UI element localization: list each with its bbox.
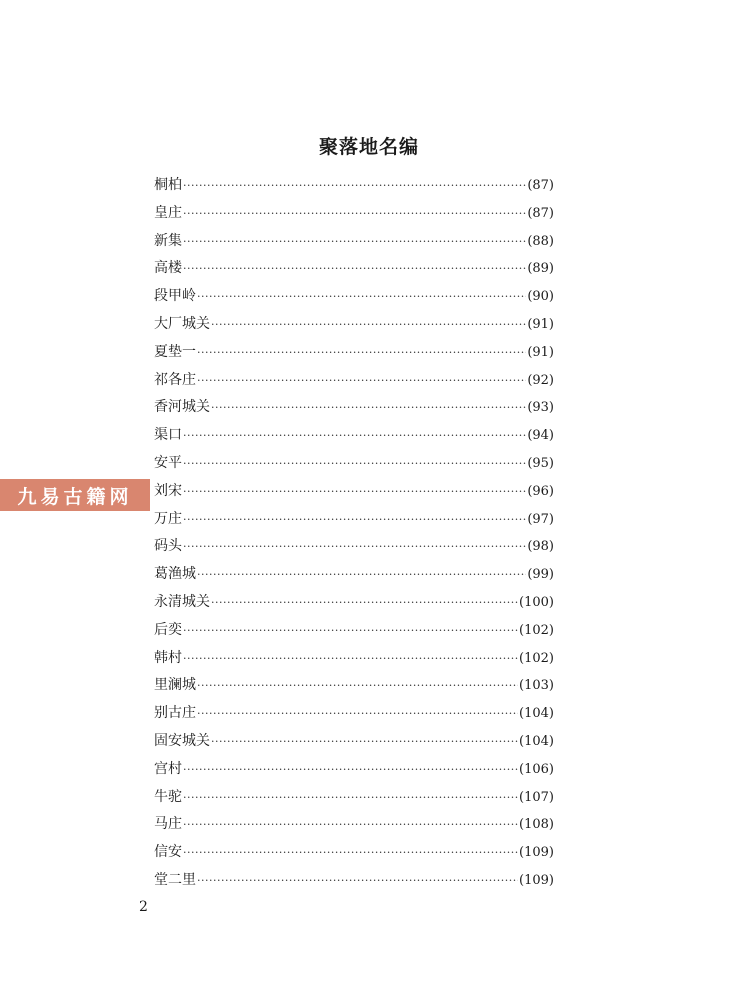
toc-entry-page: (102) <box>519 650 554 666</box>
toc-entry[interactable] <box>154 313 554 341</box>
toc-entry-name: 高楼 <box>154 260 182 277</box>
toc-entry-name: 祁各庄 <box>154 371 196 388</box>
toc-entry-name: 信安 <box>154 844 182 861</box>
toc-entry[interactable] <box>154 619 554 647</box>
dot-leader <box>183 258 526 280</box>
toc-entry-page: (94) <box>527 428 554 444</box>
toc-entry[interactable] <box>154 869 554 897</box>
toc-entry[interactable] <box>154 758 554 786</box>
dot-leader <box>183 453 526 475</box>
toc-entry-page: (93) <box>527 400 554 416</box>
toc-entry-page: (104) <box>519 706 554 722</box>
toc-entry[interactable] <box>154 841 554 869</box>
toc-entry-page: (92) <box>527 372 554 388</box>
toc-entry-page: (89) <box>527 261 554 277</box>
toc-entry[interactable] <box>154 174 554 202</box>
toc-entry[interactable] <box>154 424 554 452</box>
toc-entry-page: (96) <box>527 483 554 499</box>
toc-entry-page: (102) <box>519 622 554 638</box>
dot-leader <box>211 314 526 336</box>
toc-entry[interactable] <box>154 674 554 702</box>
toc-entry-page: (88) <box>527 233 554 249</box>
toc-entry-page: (87) <box>527 178 554 193</box>
toc-entry-page: (99) <box>527 567 554 583</box>
dot-leader <box>183 759 518 781</box>
toc-entry[interactable] <box>154 202 554 230</box>
toc-entry-name: 大厂城关 <box>154 315 210 332</box>
dot-leader <box>197 870 518 892</box>
toc-entry-name: 安平 <box>154 454 182 471</box>
dot-leader <box>183 231 526 253</box>
dot-leader <box>197 370 526 392</box>
toc-entry-name: 牛驼 <box>154 788 182 805</box>
toc-entry-page: (98) <box>527 539 554 555</box>
toc-entry-page: (100) <box>519 594 554 610</box>
toc-entry-name: 里澜城 <box>154 677 196 694</box>
dot-leader <box>183 203 526 225</box>
dot-leader <box>183 481 526 503</box>
toc-entry-page: (103) <box>519 678 554 694</box>
watermark-banner: 九易古籍网 <box>0 479 150 511</box>
toc-entry-page: (109) <box>519 845 554 861</box>
toc-entry[interactable] <box>154 591 554 619</box>
dot-leader <box>197 342 526 364</box>
toc-entry-name: 码头 <box>154 538 182 555</box>
toc-entry-name: 宫村 <box>154 760 182 777</box>
table-of-contents <box>154 174 554 897</box>
dot-leader <box>211 731 518 753</box>
toc-entry[interactable] <box>154 786 554 814</box>
toc-entry[interactable] <box>154 730 554 758</box>
toc-entry[interactable] <box>154 396 554 424</box>
dot-leader <box>197 286 526 308</box>
dot-leader <box>183 425 526 447</box>
toc-entry[interactable] <box>154 563 554 591</box>
toc-entry-page: (87) <box>527 205 554 221</box>
toc-entry-page: (106) <box>519 761 554 777</box>
toc-entry-page: (109) <box>519 872 554 888</box>
dot-leader <box>183 509 526 531</box>
toc-entry-name: 韩村 <box>154 649 182 666</box>
toc-entry[interactable] <box>154 702 554 730</box>
toc-entry[interactable] <box>154 369 554 397</box>
toc-entry-name: 固安城关 <box>154 732 210 749</box>
toc-entry-name: 堂二里 <box>154 871 196 888</box>
toc-entry-name: 刘宋 <box>154 482 182 499</box>
toc-entry-name: 新集 <box>154 232 182 249</box>
toc-entry-name: 香河城关 <box>154 399 210 416</box>
toc-entry-page: (107) <box>519 789 554 805</box>
toc-entry-page: (108) <box>519 817 554 833</box>
toc-entry[interactable] <box>154 813 554 841</box>
toc-entry[interactable] <box>154 647 554 675</box>
dot-leader <box>183 814 518 836</box>
toc-entry-name: 渠口 <box>154 427 182 444</box>
dot-leader <box>183 620 518 642</box>
toc-entry-name: 段甲岭 <box>154 288 196 305</box>
toc-entry[interactable] <box>154 452 554 480</box>
dot-leader <box>183 175 526 197</box>
toc-entry[interactable] <box>154 508 554 536</box>
toc-entry-name: 桐柏 <box>154 177 182 193</box>
dot-leader <box>211 397 526 419</box>
toc-entry-page: (104) <box>519 733 554 749</box>
toc-entry-page: (91) <box>527 344 554 360</box>
toc-entry[interactable] <box>154 230 554 258</box>
toc-entry-name: 万庄 <box>154 510 182 527</box>
dot-leader <box>197 564 526 586</box>
dot-leader <box>211 592 518 614</box>
toc-entry-page: (95) <box>527 455 554 471</box>
toc-entry-name: 后奕 <box>154 621 182 638</box>
toc-entry-page: (90) <box>527 289 554 305</box>
dot-leader <box>197 703 518 725</box>
toc-entry-name: 永清城关 <box>154 593 210 610</box>
toc-entry[interactable] <box>154 257 554 285</box>
toc-entry[interactable] <box>154 341 554 369</box>
toc-entry-name: 皇庄 <box>154 204 182 221</box>
toc-entry-page: (91) <box>527 316 554 332</box>
page-number: 2 <box>139 899 148 915</box>
toc-entry[interactable] <box>154 535 554 563</box>
dot-leader <box>183 648 518 670</box>
dot-leader <box>183 787 518 809</box>
toc-entry-name: 夏垫一 <box>154 343 196 360</box>
dot-leader <box>197 675 518 697</box>
dot-leader <box>183 842 518 864</box>
toc-entry-name: 葛渔城 <box>154 566 196 583</box>
toc-entry-name: 别古庄 <box>154 705 196 722</box>
toc-entry-name: 马庄 <box>154 816 182 833</box>
toc-entry[interactable] <box>154 285 554 313</box>
toc-entry-page: (97) <box>527 511 554 527</box>
dot-leader <box>183 536 526 558</box>
toc-entry[interactable] <box>154 480 554 508</box>
page-title: 聚落地名编 <box>318 136 419 158</box>
